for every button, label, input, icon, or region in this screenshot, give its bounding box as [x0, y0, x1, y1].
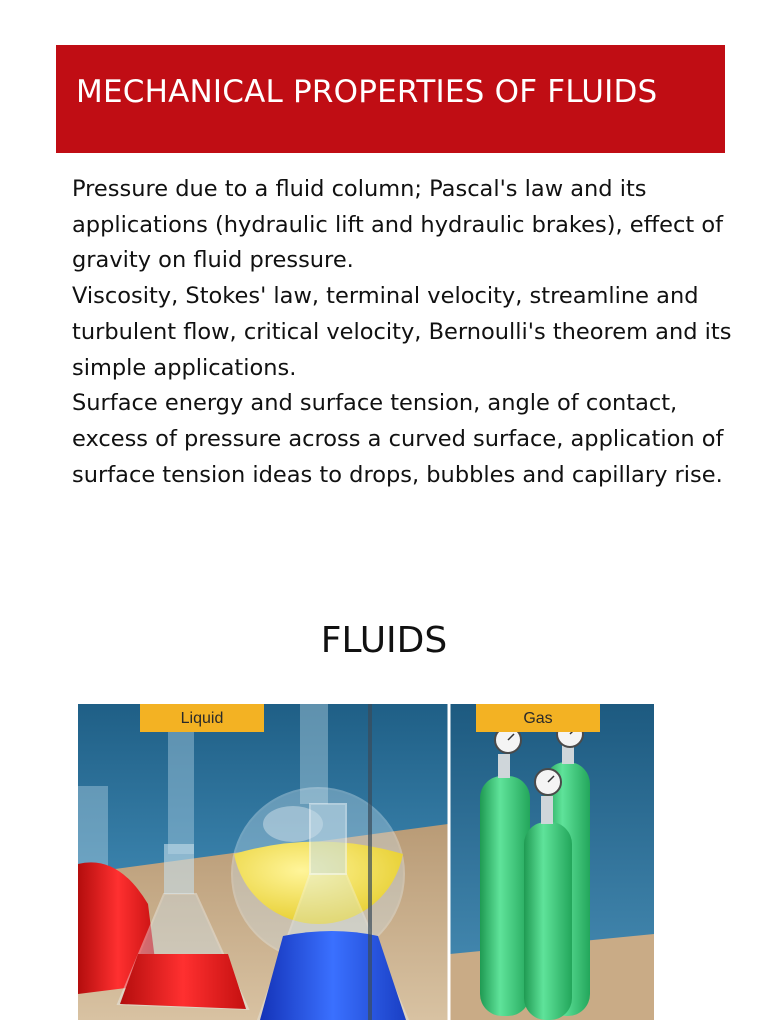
gas-label: Gas — [523, 710, 553, 727]
syllabus-paragraph-surface-tension: Surface energy and surface tension, angle of contact, excess of pressure across a curved surface, application of surface tension ideas to drops, bubbles and capillary rise. — [72, 390, 724, 488]
fluids-illustration — [78, 704, 654, 1020]
gas-cylinder-front — [524, 822, 572, 1020]
syllabus-text — [72, 172, 752, 493]
section-heading — [0, 620, 768, 661]
red-liquid-flask — [120, 954, 246, 1009]
section-heading-text: FLUIDS — [320, 620, 448, 661]
gas-cylinder-left — [480, 776, 530, 1016]
page-title: MECHANICAL PROPERTIES OF FLUIDS — [76, 74, 658, 110]
title-banner — [56, 45, 725, 153]
liquid-label: Liquid — [180, 710, 224, 727]
syllabus-paragraph-pressure: Pressure due to a fluid column; Pascal's law and its applications (hydraulic lift and hydraulic brakes), effect of gravity on fluid pressure. — [72, 176, 724, 274]
syllabus-paragraph-viscosity: Viscosity, Stokes' law, terminal velocity, streamline and turbulent flow, critical velocity, Bernoulli's theorem and its simple applications. — [72, 283, 732, 381]
